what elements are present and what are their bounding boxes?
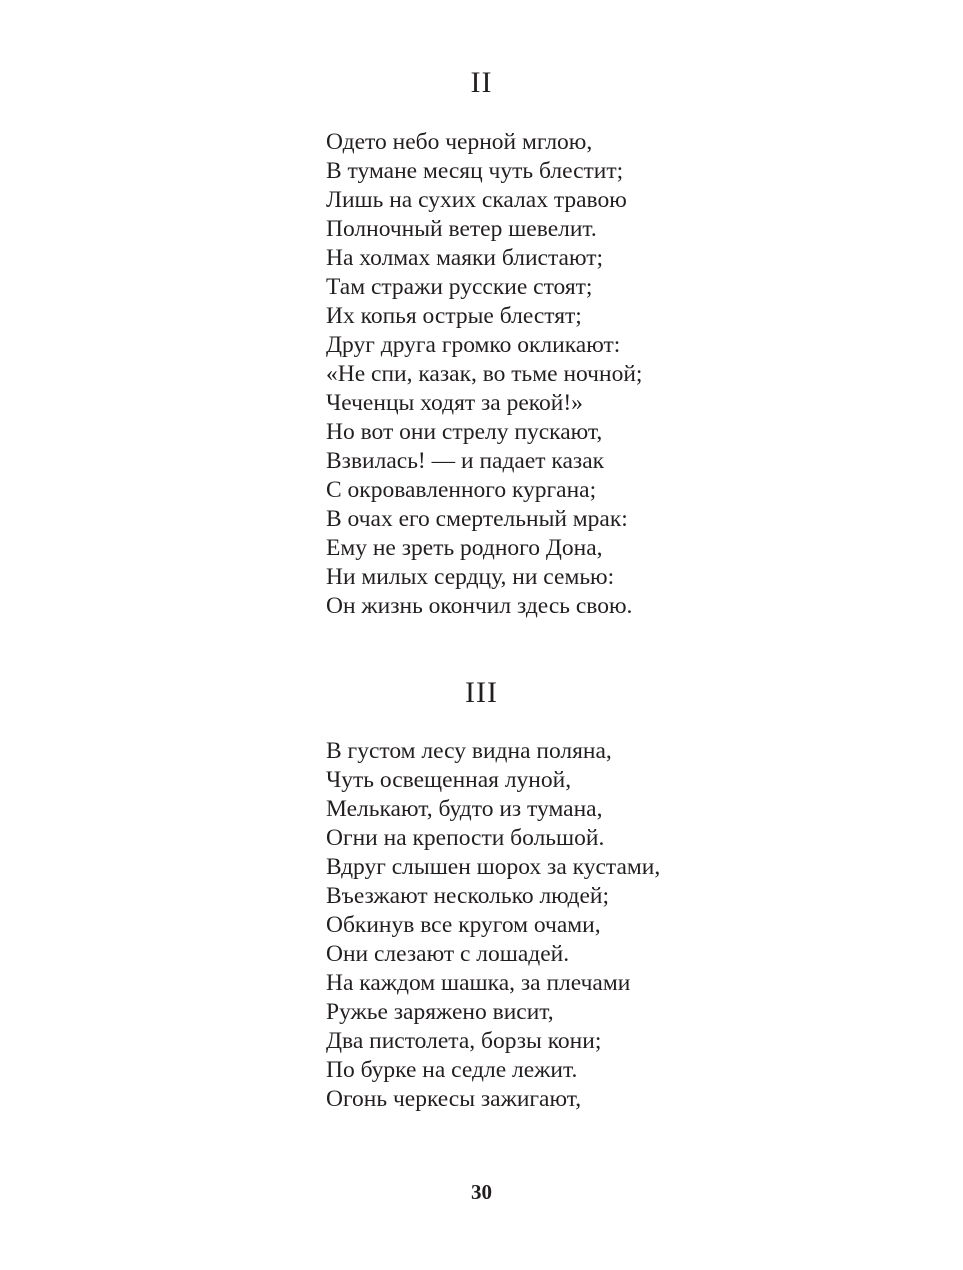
verse-line: Но вот они стрелу пускают, — [326, 419, 603, 445]
verse-line: Ему не зреть родного Дона, — [326, 535, 603, 561]
verse-line: Одето небо черной мглою, — [326, 129, 593, 155]
verse-line: На каждом шашка, за плечами — [326, 970, 631, 996]
verse-line: Вдруг слышен шорох за кустами, — [326, 854, 661, 880]
verse-line: «Не спи, казак, во тьме ночной; — [326, 361, 643, 387]
section-heading-ii: II — [470, 66, 493, 99]
verse-line: С окровавленного кургана; — [326, 477, 597, 503]
stanza-ii — [326, 128, 642, 621]
verse-line: Чуть освещенная луной, — [326, 767, 572, 793]
verse-line: Их копья острые блестят; — [326, 303, 582, 329]
stanza-iii — [326, 737, 660, 1114]
verse-line: Он жизнь окончил здесь свою. — [326, 593, 633, 619]
verse-line: В тумане месяц чуть блестит; — [326, 158, 624, 184]
verse-line: Ружье заряжено висит, — [326, 999, 554, 1025]
verse-line: Два пистолета, борзы кони; — [326, 1028, 602, 1054]
verse-line: Друг друга громко окликают: — [326, 332, 621, 358]
verse-line: По бурке на седле лежит. — [326, 1057, 578, 1083]
verse-line: Там стражи русские стоят; — [326, 274, 593, 300]
verse-line: Огни на крепости большой. — [326, 825, 605, 851]
verse-line: На холмах маяки блистают; — [326, 245, 604, 271]
page-number: 30 — [471, 1180, 492, 1204]
verse-line: Въезжают несколько людей; — [326, 883, 610, 909]
verse-line: Ни милых сердцу, ни семью: — [326, 564, 615, 590]
verse-line: Обкинув все кругом очами, — [326, 912, 601, 938]
verse-line: В густом лесу видна поляна, — [326, 738, 612, 764]
verse-line: Огонь черкесы зажигают, — [326, 1086, 582, 1112]
verse-line: Чеченцы ходят за рекой!» — [326, 390, 583, 416]
verse-line: В очах его смертельный мрак: — [326, 506, 628, 532]
verse-line: Полночный ветер шевелит. — [326, 216, 597, 242]
verse-line: Они слезают с лошадей. — [326, 941, 570, 967]
verse-line: Лишь на сухих скалах травою — [326, 187, 627, 213]
verse-line: Мелькают, будто из тумана, — [326, 796, 603, 822]
section-heading-iii: III — [465, 676, 498, 709]
verse-line: Взвилась! — и падает казак — [326, 448, 605, 474]
